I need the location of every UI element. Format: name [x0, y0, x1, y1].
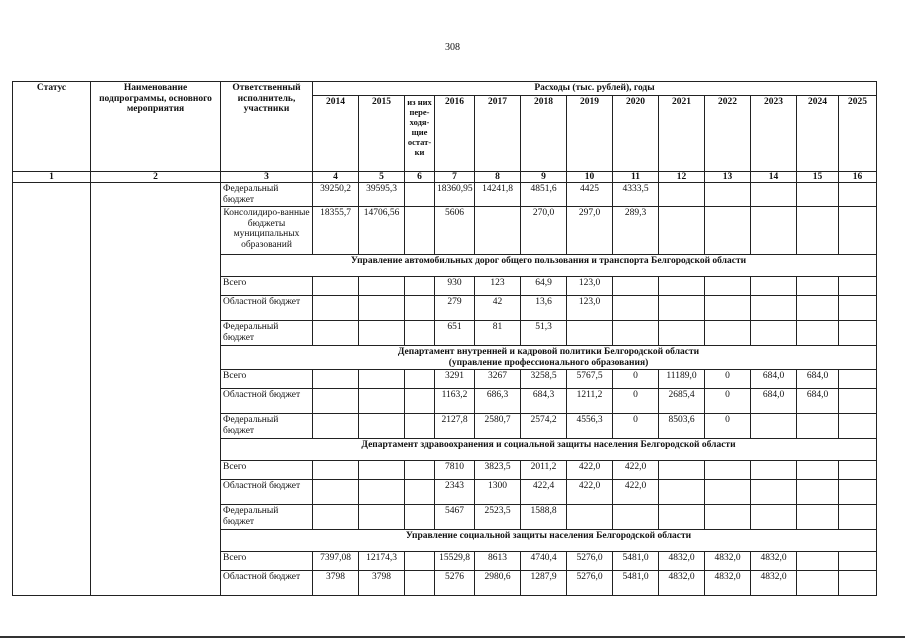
value-cell: 3258,5	[521, 370, 567, 389]
value-cell: 4832,0	[751, 571, 797, 596]
value-cell	[839, 414, 877, 439]
value-cell: 8503,6	[659, 414, 705, 439]
value-cell	[839, 296, 877, 321]
value-cell: 4832,0	[705, 571, 751, 596]
value-cell: 8613	[475, 552, 521, 571]
value-cell: 11189,0	[659, 370, 705, 389]
value-cell: 64,9	[521, 277, 567, 296]
value-cell: 123,0	[567, 277, 613, 296]
value-cell	[839, 480, 877, 505]
value-cell	[797, 461, 839, 480]
value-cell	[797, 505, 839, 530]
value-cell	[839, 389, 877, 414]
value-cell: 51,3	[521, 321, 567, 346]
funding-source-label: Всего	[221, 461, 313, 480]
value-cell: 5481,0	[613, 552, 659, 571]
value-cell	[405, 370, 435, 389]
value-cell	[659, 505, 705, 530]
value-cell	[405, 505, 435, 530]
name-cell	[91, 183, 221, 596]
value-cell: 81	[475, 321, 521, 346]
column-index: 16	[839, 171, 877, 183]
value-cell: 5767,5	[567, 370, 613, 389]
value-cell	[359, 389, 405, 414]
value-cell	[839, 277, 877, 296]
value-cell	[405, 389, 435, 414]
value-cell: 5481,0	[613, 571, 659, 596]
column-index: 11	[613, 171, 659, 183]
value-cell	[313, 277, 359, 296]
value-cell: 4851,6	[521, 183, 567, 207]
value-cell: 4740,4	[521, 552, 567, 571]
funding-source-label: Федеральный бюджет	[221, 505, 313, 530]
funding-source-label: Консолидиро-ванные бюджеты муниципальных образований	[221, 207, 313, 255]
value-cell: 39595,3	[359, 183, 405, 207]
value-cell	[405, 480, 435, 505]
value-cell	[751, 321, 797, 346]
value-cell	[313, 370, 359, 389]
column-index-row	[13, 171, 877, 183]
value-cell: 0	[705, 389, 751, 414]
table-row	[13, 183, 877, 207]
value-cell: 651	[435, 321, 475, 346]
section-title-text: Департамент здравоохранения и социальной защиты населения Белгородской области	[361, 440, 736, 450]
header-name: Наименование подпрограммы, основного мероприятия	[91, 82, 221, 172]
value-cell	[751, 277, 797, 296]
value-cell: 4832,0	[659, 571, 705, 596]
value-cell: 18355,7	[313, 207, 359, 255]
value-cell: 7397,08	[313, 552, 359, 571]
column-index: 2	[91, 171, 221, 183]
value-cell: 15529,8	[435, 552, 475, 571]
value-cell	[359, 277, 405, 296]
value-cell: 0	[705, 414, 751, 439]
value-cell	[659, 461, 705, 480]
value-cell	[751, 414, 797, 439]
column-index: 1	[13, 171, 91, 183]
funding-source-label: Федеральный бюджет	[221, 183, 313, 207]
value-cell: 0	[613, 389, 659, 414]
section-title	[221, 439, 877, 461]
value-cell: 14706,56	[359, 207, 405, 255]
budget-table	[12, 81, 877, 596]
funding-source-label: Федеральный бюджет	[221, 321, 313, 346]
value-cell	[705, 505, 751, 530]
value-cell	[313, 414, 359, 439]
column-index: 14	[751, 171, 797, 183]
year-header: 2015	[359, 95, 405, 171]
value-cell	[405, 321, 435, 346]
value-cell: 12174,3	[359, 552, 405, 571]
value-cell	[839, 505, 877, 530]
value-cell: 3798	[313, 571, 359, 596]
value-cell	[613, 277, 659, 296]
value-cell	[359, 296, 405, 321]
value-cell	[705, 207, 751, 255]
value-cell	[659, 207, 705, 255]
value-cell	[405, 414, 435, 439]
value-cell	[659, 277, 705, 296]
funding-source-label: Всего	[221, 370, 313, 389]
year-header: 2021	[659, 95, 705, 171]
value-cell	[751, 183, 797, 207]
value-cell	[797, 183, 839, 207]
value-cell: 5276,0	[567, 571, 613, 596]
column-index: 9	[521, 171, 567, 183]
page-number: 308	[445, 42, 460, 53]
column-index: 6	[405, 171, 435, 183]
value-cell: 0	[613, 414, 659, 439]
value-cell	[359, 370, 405, 389]
value-cell: 5606	[435, 207, 475, 255]
value-cell	[405, 207, 435, 255]
value-cell: 422,0	[613, 461, 659, 480]
value-cell: 422,0	[567, 461, 613, 480]
section-title-text: Управление автомобильных дорог общего пользования и транспорта Белгородской области	[350, 256, 747, 266]
value-cell: 684,0	[797, 370, 839, 389]
value-cell: 422,0	[613, 480, 659, 505]
value-cell	[405, 183, 435, 207]
value-cell	[313, 296, 359, 321]
value-cell	[797, 207, 839, 255]
value-cell: 3798	[359, 571, 405, 596]
value-cell	[475, 207, 521, 255]
value-cell	[705, 277, 751, 296]
value-cell	[705, 183, 751, 207]
value-cell: 2127,8	[435, 414, 475, 439]
value-cell: 123,0	[567, 296, 613, 321]
value-cell: 2523,5	[475, 505, 521, 530]
year-header: 2014	[313, 95, 359, 171]
year-header: 2024	[797, 95, 839, 171]
value-cell	[313, 321, 359, 346]
value-cell	[839, 370, 877, 389]
section-title	[221, 255, 877, 277]
value-cell	[659, 480, 705, 505]
value-cell	[705, 321, 751, 346]
value-cell: 5276,0	[567, 552, 613, 571]
value-cell	[659, 183, 705, 207]
value-cell	[839, 571, 877, 596]
value-cell: 39250,2	[313, 183, 359, 207]
value-cell	[839, 183, 877, 207]
value-cell: 422,0	[567, 480, 613, 505]
value-cell	[405, 277, 435, 296]
column-index: 8	[475, 171, 521, 183]
value-cell: 1300	[475, 480, 521, 505]
value-cell: 4333,5	[613, 183, 659, 207]
value-cell: 2011,2	[521, 461, 567, 480]
value-cell: 0	[705, 370, 751, 389]
value-cell: 4832,0	[705, 552, 751, 571]
value-cell: 5276	[435, 571, 475, 596]
value-cell	[797, 277, 839, 296]
value-cell: 4556,3	[567, 414, 613, 439]
year-header: 2025	[839, 95, 877, 171]
value-cell: 1588,8	[521, 505, 567, 530]
value-cell: 2685,4	[659, 389, 705, 414]
year-header: 2017	[475, 95, 521, 171]
status-cell	[13, 183, 91, 596]
value-cell: 297,0	[567, 207, 613, 255]
section-title-text: Департамент внутренней и кадровой политики Белгородской области	[397, 347, 700, 357]
value-cell: 5467	[435, 505, 475, 530]
value-cell	[751, 480, 797, 505]
value-cell	[313, 505, 359, 530]
value-cell	[613, 321, 659, 346]
year-header: 2023	[751, 95, 797, 171]
value-cell	[313, 461, 359, 480]
column-index: 5	[359, 171, 405, 183]
value-cell: 0	[613, 370, 659, 389]
value-cell	[567, 321, 613, 346]
value-cell: 684,0	[797, 389, 839, 414]
year-header: 2022	[705, 95, 751, 171]
value-cell	[405, 296, 435, 321]
header-executor: Ответственный исполнитель, участники	[221, 82, 313, 172]
value-cell	[567, 505, 613, 530]
funding-source-label: Федеральный бюджет	[221, 414, 313, 439]
value-cell	[751, 505, 797, 530]
value-cell	[751, 461, 797, 480]
value-cell: 1211,2	[567, 389, 613, 414]
value-cell	[839, 461, 877, 480]
value-cell: 270,0	[521, 207, 567, 255]
section-title-text: Управление социальной защиты населения Белгородской области	[405, 531, 692, 541]
value-cell	[797, 552, 839, 571]
value-cell	[839, 207, 877, 255]
page-bottom-border	[0, 636, 905, 638]
value-cell	[405, 552, 435, 571]
value-cell: 13,6	[521, 296, 567, 321]
value-cell: 7810	[435, 461, 475, 480]
value-cell: 930	[435, 277, 475, 296]
funding-source-label: Областной бюджет	[221, 480, 313, 505]
value-cell	[613, 296, 659, 321]
value-cell: 422,4	[521, 480, 567, 505]
value-cell	[705, 461, 751, 480]
value-cell: 3267	[475, 370, 521, 389]
value-cell: 2574,2	[521, 414, 567, 439]
value-cell: 684,3	[521, 389, 567, 414]
value-cell: 1287,9	[521, 571, 567, 596]
value-cell: 123	[475, 277, 521, 296]
value-cell: 14241,8	[475, 183, 521, 207]
value-cell	[751, 296, 797, 321]
column-index: 7	[435, 171, 475, 183]
value-cell	[839, 552, 877, 571]
column-index: 13	[705, 171, 751, 183]
value-cell	[359, 414, 405, 439]
year-header: 2018	[521, 95, 567, 171]
funding-source-label: Всего	[221, 552, 313, 571]
funding-source-label: Областной бюджет	[221, 389, 313, 414]
value-cell: 4425	[567, 183, 613, 207]
column-index: 15	[797, 171, 839, 183]
section-title	[221, 530, 877, 552]
value-cell: 42	[475, 296, 521, 321]
value-cell	[797, 296, 839, 321]
value-cell	[797, 480, 839, 505]
year-header: 2020	[613, 95, 659, 171]
value-cell	[313, 389, 359, 414]
value-cell: 684,0	[751, 370, 797, 389]
value-cell: 3291	[435, 370, 475, 389]
funding-source-label: Всего	[221, 277, 313, 296]
value-cell	[797, 321, 839, 346]
value-cell	[797, 571, 839, 596]
year-header: 2019	[567, 95, 613, 171]
column-index: 10	[567, 171, 613, 183]
value-cell	[359, 321, 405, 346]
value-cell: 2980,6	[475, 571, 521, 596]
value-cell	[405, 571, 435, 596]
table-body	[13, 183, 877, 596]
value-cell	[839, 321, 877, 346]
value-cell: 4832,0	[751, 552, 797, 571]
column-index: 3	[221, 171, 313, 183]
value-cell	[359, 505, 405, 530]
value-cell	[751, 207, 797, 255]
value-cell: 1163,2	[435, 389, 475, 414]
value-cell	[359, 480, 405, 505]
value-cell	[659, 296, 705, 321]
year-header: из них пере-ходя-щие остат-ки	[405, 95, 435, 171]
value-cell: 686,3	[475, 389, 521, 414]
value-cell	[313, 480, 359, 505]
value-cell: 2580,7	[475, 414, 521, 439]
value-cell	[613, 505, 659, 530]
value-cell: 3823,5	[475, 461, 521, 480]
year-header: 2016	[435, 95, 475, 171]
header-expenses: Расходы (тыс. рублей), годы	[313, 82, 877, 96]
value-cell: 684,0	[751, 389, 797, 414]
column-index: 12	[659, 171, 705, 183]
section-subtitle-text: (управление профессионального образования)	[448, 357, 649, 368]
value-cell: 289,3	[613, 207, 659, 255]
value-cell: 279	[435, 296, 475, 321]
value-cell	[659, 321, 705, 346]
value-cell	[359, 461, 405, 480]
value-cell	[797, 414, 839, 439]
column-index: 4	[313, 171, 359, 183]
value-cell: 4832,0	[659, 552, 705, 571]
header-status: Статус	[13, 82, 91, 172]
value-cell: 18360,95	[435, 183, 475, 207]
value-cell	[705, 296, 751, 321]
value-cell	[405, 461, 435, 480]
funding-source-label: Областной бюджет	[221, 571, 313, 596]
funding-source-label: Областной бюджет	[221, 296, 313, 321]
section-title	[221, 346, 877, 370]
value-cell	[705, 480, 751, 505]
value-cell: 2343	[435, 480, 475, 505]
